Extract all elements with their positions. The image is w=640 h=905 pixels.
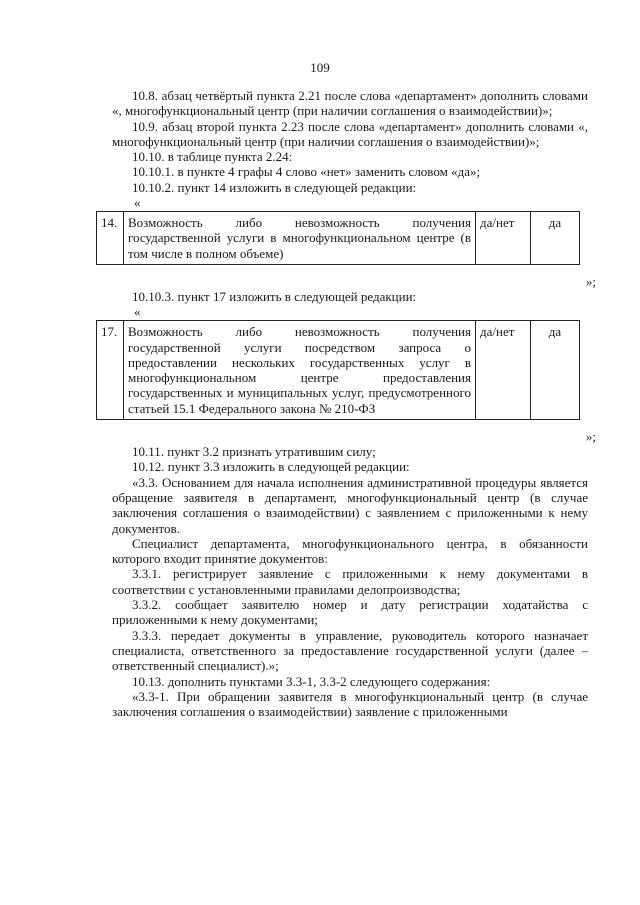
paragraph-3-3-2: 3.3.2. сообщает заявителю номер и дату регистрации ходатайства с приложенными к нему документами; [112, 597, 588, 628]
closing-quote: »; [585, 429, 596, 445]
paragraph-10-12: 10.12. пункт 3.3 изложить в следующей редакции: [132, 459, 410, 475]
item-number: 14. [97, 212, 124, 265]
table-item-17 [96, 320, 580, 420]
item-value: да [531, 212, 580, 265]
paragraph-10-8: 10.8. абзац четвёртый пункта 2.21 после слова «департамент» дополнить словами «, многофункциональный центр (при наличии соглашения о взаимодействии)»; [112, 88, 588, 119]
closing-quote: »; [585, 273, 596, 289]
paragraph-10-9: 10.9. абзац второй пункта 2.23 после слова «департамент» дополнить словами «, многофункциональный центр (при наличии соглашения о взаимодействии)»; [112, 118, 588, 149]
paragraph-3-3-1: 3.3.1. регистрирует заявление с приложенными к нему документами в соответствии с установленными правилами делопроизводства; [112, 566, 588, 597]
paragraph-10-13: 10.13. дополнить пунктами 3.3-1, 3.3-2 следующего содержания: [132, 673, 491, 689]
item-type: да/нет [476, 321, 531, 420]
opening-quote: « [134, 195, 141, 211]
item-value: да [531, 321, 580, 420]
item-type: да/нет [476, 212, 531, 265]
paragraph-10-11: 10.11. пункт 3.2 признать утратившим силу; [132, 444, 376, 460]
document-body [101, 88, 596, 720]
table-row [97, 321, 580, 420]
opening-quote: « [134, 304, 141, 320]
paragraph-10-10-2: 10.10.2. пункт 14 изложить в следующей редакции: [132, 179, 417, 195]
item-description: Возможность либо невозможность получения государственной услуги посредством запроса о предоставлении нескольких государственных услуг в многофункциональном центре предоставления государственных и муниципальных услуг, предусмотренного статьей 15.1 Федерального закона № 210-ФЗ [124, 321, 476, 420]
paragraph-10-10-3: 10.10.3. пункт 17 изложить в следующей редакции: [132, 288, 417, 304]
item-number: 17. [97, 321, 124, 420]
paragraph-3-3-3: 3.3.3. передает документы в управление, руководитель которого назначает специалиста, ответственного за предоставление государственной услуги (далее – ответственный специалист).»; [112, 627, 588, 674]
paragraph-3-3-1-new: «3.3-1. При обращении заявителя в многофункциональный центр (в случае заключения соглашения о взаимодействии) заявление с приложенными [112, 688, 588, 720]
paragraph-specialist: Специалист департамента, многофункционального центра, в обязанности которого входит принятие документов: [112, 535, 588, 567]
table-row [97, 212, 580, 265]
paragraph-10-10: 10.10. в таблице пункта 2.24: [132, 149, 293, 165]
table-item-14 [96, 211, 580, 265]
item-description: Возможность либо невозможность получения государственной услуги в многофункциональном центре (в том числе в полном объеме) [124, 212, 476, 265]
page-number: 109 [310, 60, 330, 75]
paragraph-10-10-1: 10.10.1. в пункте 4 графы 4 слово «нет» заменить словом «да»; [132, 164, 481, 180]
paragraph-3-3: «3.3. Основанием для начала исполнения административной процедуры является обращение заявителя в департамент, многофункциональный центр (в случае заключения соглашения о взаимодействии) с заявлением с приложенными к нему документов. [112, 474, 588, 536]
